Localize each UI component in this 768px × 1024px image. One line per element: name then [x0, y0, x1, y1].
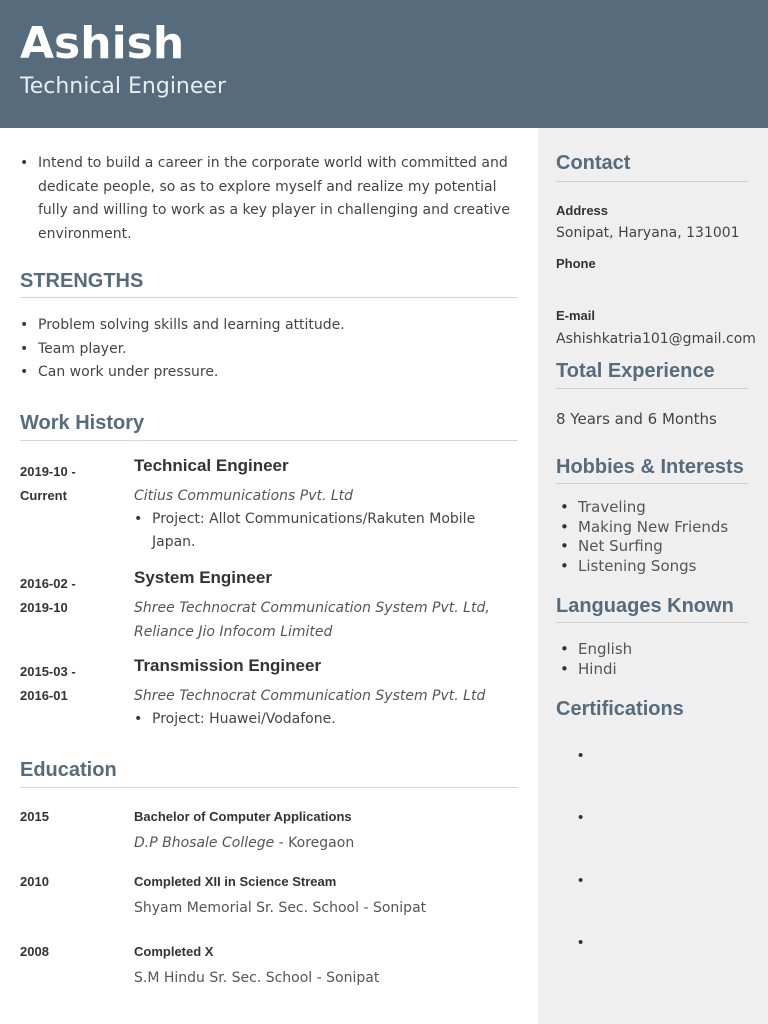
hobbies-heading: Hobbies & Interests	[556, 456, 744, 478]
certification-bullet: •	[578, 872, 584, 889]
certifications-heading: Certifications	[556, 698, 684, 720]
summary-text: • Intend to build a career in the corporate world with committed and dedicate people, so as to explore myself and realize my potential fully and willing to work as a key player in challenging and creative environment.	[20, 152, 518, 246]
email-value: Ashishkatria101@gmail.com	[556, 331, 756, 347]
list-item: • Traveling	[560, 498, 728, 518]
certification-bullet: •	[578, 747, 584, 764]
strengths-heading: STRENGTHS	[20, 270, 144, 292]
job-company: Citius Communications Pvt. Ltd	[134, 488, 354, 504]
address-value: Sonipat, Haryana, 131001	[556, 225, 740, 241]
job-entry	[20, 456, 518, 556]
experience-heading: Total Experience	[556, 360, 715, 382]
job-dates: 2016-02 - 2019-10	[20, 576, 76, 615]
education-entry	[20, 944, 518, 994]
hobbies-divider	[556, 483, 748, 484]
education-year: 2010	[20, 874, 49, 889]
education-divider	[20, 787, 518, 788]
candidate-name: Ashish	[20, 18, 185, 69]
job-role: Transmission Engineer	[134, 656, 322, 675]
list-item: • Can work under pressure.	[20, 361, 518, 385]
job-project: • Project: Huawei/Vodafone.	[134, 708, 494, 731]
phone-label: Phone	[556, 256, 596, 271]
job-dates: 2019-10 - Current	[20, 464, 76, 503]
education-entry	[20, 874, 518, 924]
languages-heading: Languages Known	[556, 595, 734, 617]
experience-divider	[556, 388, 748, 389]
work-history-heading: Work History	[20, 412, 145, 434]
job-role: Technical Engineer	[134, 456, 289, 475]
languages-list	[560, 640, 632, 679]
list-item: • Hindi	[560, 660, 632, 680]
education-entry	[20, 809, 518, 859]
list-item: • Listening Songs	[560, 557, 728, 577]
job-entry	[20, 568, 518, 648]
job-dates: 2015-03 - 2016-01	[20, 664, 76, 703]
certification-bullet: •	[578, 934, 584, 951]
job-project-list	[134, 708, 494, 731]
education-school: Shyam Memorial Sr. Sec. School - Sonipat	[134, 900, 427, 916]
candidate-title: Technical Engineer	[20, 74, 226, 99]
education-school: S.M Hindu Sr. Sec. School - Sonipat	[134, 970, 380, 986]
strengths-divider	[20, 297, 518, 298]
education-degree: Bachelor of Computer Applications	[134, 809, 352, 824]
education-degree: Completed XII in Science Stream	[134, 874, 337, 889]
list-item: • English	[560, 640, 632, 660]
education-year: 2008	[20, 944, 49, 959]
list-item: • Problem solving skills and learning attitude.	[20, 314, 518, 338]
job-company: Shree Technocrat Communication System Pvt. Ltd, Reliance Jio Infocom Limited	[134, 600, 490, 640]
education-school: D.P Bhosale College - Koregaon	[134, 835, 355, 851]
main-column	[0, 128, 538, 1024]
job-role: System Engineer	[134, 568, 272, 587]
languages-divider	[556, 622, 748, 623]
hobbies-list	[560, 498, 728, 576]
education-degree: Completed X	[134, 944, 214, 959]
resume-header	[0, 0, 768, 128]
strengths-list	[20, 314, 518, 385]
job-entry	[20, 656, 518, 736]
contact-divider	[556, 181, 748, 182]
education-year: 2015	[20, 809, 49, 824]
summary-list	[20, 152, 518, 246]
email-label: E-mail	[556, 308, 596, 323]
list-item: • Team player.	[20, 338, 518, 362]
list-item: • Net Surfing	[560, 537, 728, 557]
experience-value: 8 Years and 6 Months	[556, 410, 717, 428]
job-project: • Project: Allot Communications/Rakuten Mobile Japan.	[134, 508, 494, 554]
list-item: • Making New Friends	[560, 518, 728, 538]
address-label: Address	[556, 203, 609, 218]
certification-bullet: •	[578, 809, 584, 826]
contact-heading: Contact	[556, 152, 631, 174]
job-project-list	[134, 508, 494, 554]
work-history-divider	[20, 440, 518, 441]
sidebar	[538, 128, 768, 1024]
job-company: Shree Technocrat Communication System Pvt. Ltd	[134, 688, 486, 704]
education-heading: Education	[20, 759, 117, 781]
